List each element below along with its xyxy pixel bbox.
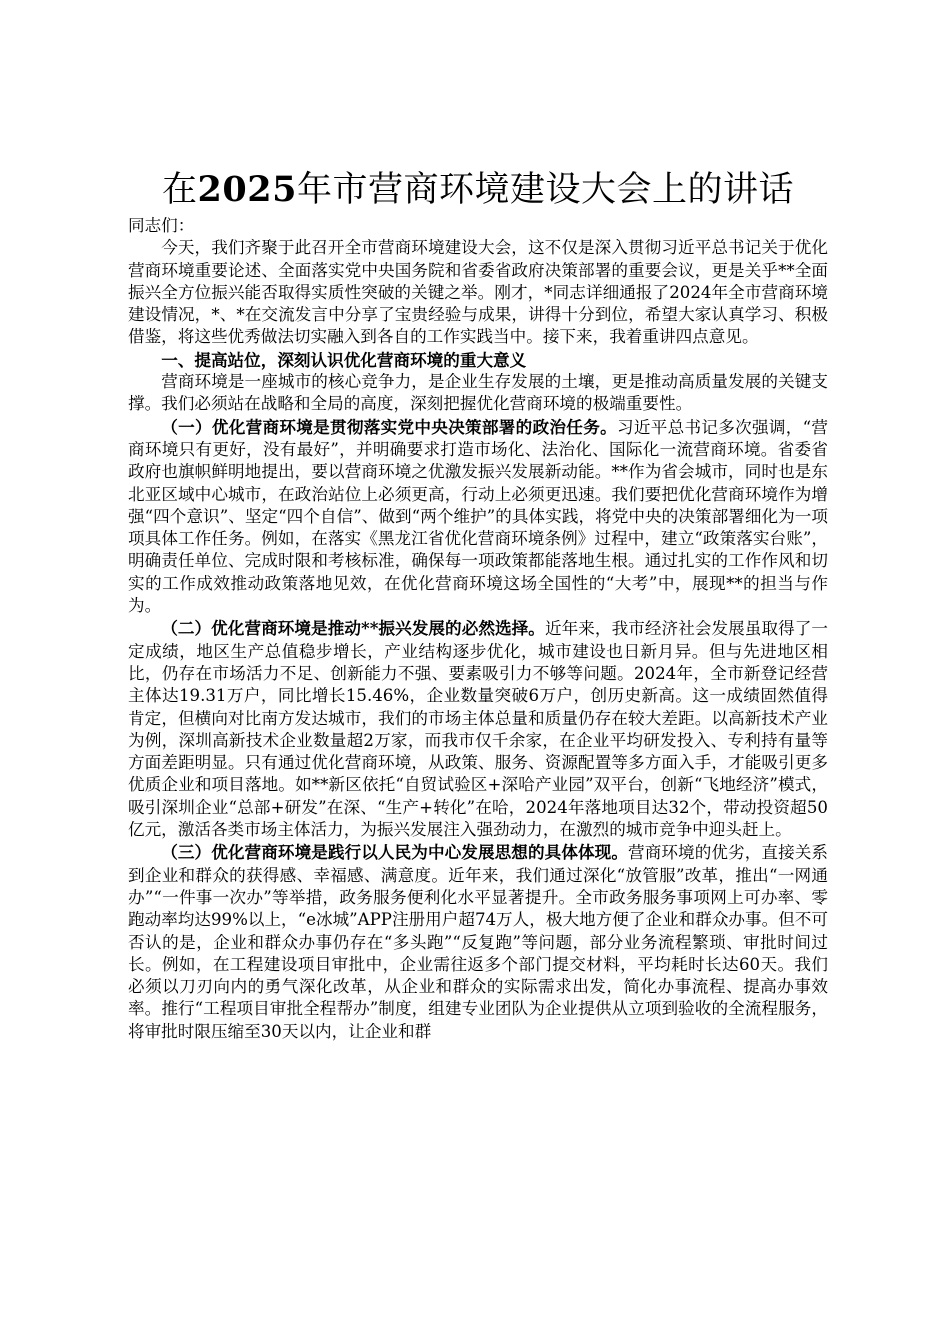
point-text-2: 近年来，我市经济社会发展虽取得了一定成绩，地区生产总值稳步增长，产业结构逐步优化，城市建设也日新月异。但与先进地区相比，仍存在市场活力不足、创新能力不强、要素吸引力不够等问题。2024年，全市新登记经营主体达19.31万户，同比增长15.46%，企业数量突破6万户，创历史新高。这一成绩固然值得肯定，但横向对比南方发达城市，我们的市场主体总量和质量仍存在较大差距。以高新技术产业为例，深圳高新技术企业数量超2万家，而我市仅千余家，在企业平均研发投入、专利持有量等方面差距明显。只有通过优化营商环境，从政策、服务、资源配置等多方面入手，才能吸引更多优质企业和项目落地。如**新区依托“自贸试验区+深哈产业园”双平台，创新“飞地经济”模式，吸引深圳企业“总部+研发”在深、“生产+转化”在哈，2024年落地项目达32个，带动投资超50亿元，激活各类市场主体活力，为振兴发展注入强劲动力，在激烈的城市竞争中迎头赶上。 [128, 619, 829, 840]
title-year: 2025 [197, 169, 297, 210]
document-title [128, 168, 828, 212]
section-intro-paragraph: 营商环境是一座城市的核心竞争力，是企业生存发展的土壤，更是推动高质量发展的关键支撑。我们必须站在战略和全局的高度，深刻把握优化营商环境的极端重要性。 [128, 372, 828, 414]
point-paragraph-3 [128, 841, 828, 1043]
point-heading-2: （二）优化营商环境是推动**振兴发展的必然选择。 [161, 618, 545, 639]
section-heading: 一、提高站位，深刻认识优化营商环境的重大意义 [161, 349, 527, 370]
document-body [128, 215, 828, 1043]
point-text-1: 习近平总书记多次强调，“营商环境只有更好，没有最好”，并明确要求打造市场化、法治化、国际化一流营商环境。省委省政府也旗帜鲜明地提出，要以营商环境之优激发振兴发展新动能。**作为省会城市，同时也是东北亚区域中心城市，在政治站位上必须更高，行动上必须更迅速。我们要把优化营商环境作为增强“四个意识”、坚定“四个自信”、做到“两个维护”的具体实践，将党中央的决策部署细化为一项项具体工作任务。例如，在落实《黑龙江省优化营商环境条例》过程中，建立“政策落实台账”，明确责任单位、完成时限和考核标准，确保每一项政策都能落地生根。通过扎实的工作作风和切实的工作成效推动政策落地见效，在优化营商环境这场全国性的“大考”中，展现**的担当与作为。 [128, 417, 828, 616]
point-paragraph-1 [128, 416, 828, 618]
salutation: 同志们： [128, 216, 195, 235]
point-paragraph-2 [128, 617, 828, 841]
title-prefix: 在 [162, 170, 198, 210]
title-suffix: 年市营商环境建设大会上的讲话 [296, 170, 794, 210]
intro-paragraph: 今天，我们齐聚于此召开全市营商环境建设大会，这不仅是深入贯彻习近平总书记关于优化营商环境重要论述、全面落实党中央国务院和省委省政府决策部署的重要会议，更是关乎**全面振兴全方位振兴能否取得实质性突破的关键之举。刚才，*同志详细通报了2024年全市营商环境建设情况，*、*在交流发言中分享了宝贵经验与成果，讲得十分到位，希望大家认真学习、积极借鉴，将这些优秀做法切实融入到各自的工作实践当中。接下来，我着重讲四点意见。 [128, 238, 828, 347]
point-heading-1: （一）优化营商环境是贯彻落实党中央决策部署的政治任务。 [161, 416, 617, 437]
point-text-3: 营商环境的优劣，直接关系到企业和群众的获得感、幸福感、满意度。近年来，我们通过深化“放管服”改革，推出“一网通办”“一件事一次办”等举措，政务服务便利化水平显著提升。全市政务服务事项网上可办率、零跑动率均达99%以上，“e冰城”APP注册用户超74万人，极大地方便了企业和群众办事。但不可否认的是，企业和群众办事仍存在“多头跑”“反复跑”等问题，部分业务流程繁琐、审批时间过长。例如，在工程建设项目审批中，企业需往返多个部门提交材料，平均耗时长达60天。我们必须以刀刃向内的勇气深化改革，从企业和群众的实际需求出发，简化办事流程、提高办事效率。推行“工程项目审批全程帮办”制度，组建专业团队为企业提供从立项到验收的全流程服务，将审批时限压缩至30天以内，让企业和群 [128, 843, 829, 1041]
point-heading-3: （三）优化营商环境是践行以人民为中心发展思想的具体体现。 [161, 842, 629, 863]
